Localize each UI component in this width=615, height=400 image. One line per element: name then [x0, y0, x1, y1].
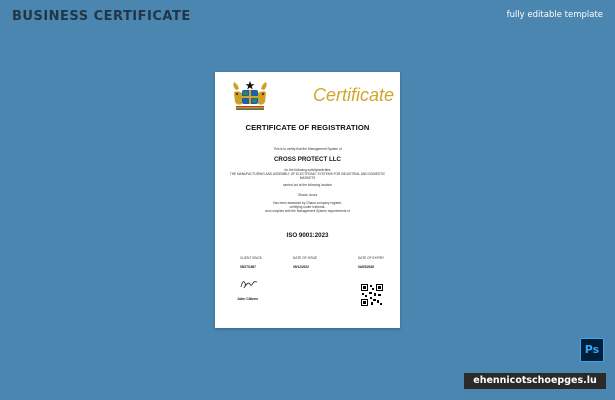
activities-text: THE MANUFACTURING AND ASSEMBLY OF ELECTRONIC SYSTEMS FOR INDUSTRIAL AND DOMESTIC MARKETS	[229, 172, 386, 180]
field-date-of-issue	[293, 256, 317, 269]
signature-icon	[239, 277, 259, 291]
assessment-line-2: certifying under Icebreak,	[289, 205, 326, 209]
field-date-of-expiry	[358, 256, 384, 269]
location-text: Ghana, Accra	[297, 193, 318, 197]
signer-name: John Citizen	[237, 297, 258, 301]
field-value: 05/27/1987	[240, 265, 256, 269]
field-label: DATE OF EXPIRY	[358, 256, 385, 260]
certify-intro-text: This is to certify that the Management System of	[273, 147, 342, 151]
certificate-heading: CERTIFICATE OF REGISTRATION	[245, 123, 370, 132]
company-name: CROSS PROTECT LLC	[273, 156, 342, 163]
assessment-line-1: Has been assessed by Ghana company register,	[273, 201, 342, 205]
page-subtitle: fully editable template	[506, 10, 603, 20]
location-intro-text: carried out at the following location	[282, 183, 333, 187]
field-value: 09/12/2022	[293, 265, 309, 269]
watermark-url: ehennicotschoepges.lu	[464, 373, 606, 389]
assessment-line-3: and complies with the Management System requirements of	[265, 209, 350, 213]
page-title: BUSINESS CERTIFICATE	[12, 9, 191, 24]
field-label: CLIENT SINCE	[240, 256, 262, 260]
iso-standard: ISO 9001:2023	[286, 232, 329, 239]
coat-of-arms-icon	[230, 80, 270, 114]
photoshop-icon: Ps	[580, 338, 604, 362]
field-label: DATE OF ISSUE	[293, 256, 318, 260]
certificate-document	[215, 72, 400, 328]
qr-code-icon	[360, 283, 384, 307]
field-client-since	[240, 256, 262, 269]
certificate-script-title: Certificate	[312, 85, 394, 105]
activities-intro-text: for the following activity/activities	[284, 168, 331, 172]
field-value: 04/05/2028	[358, 265, 374, 269]
